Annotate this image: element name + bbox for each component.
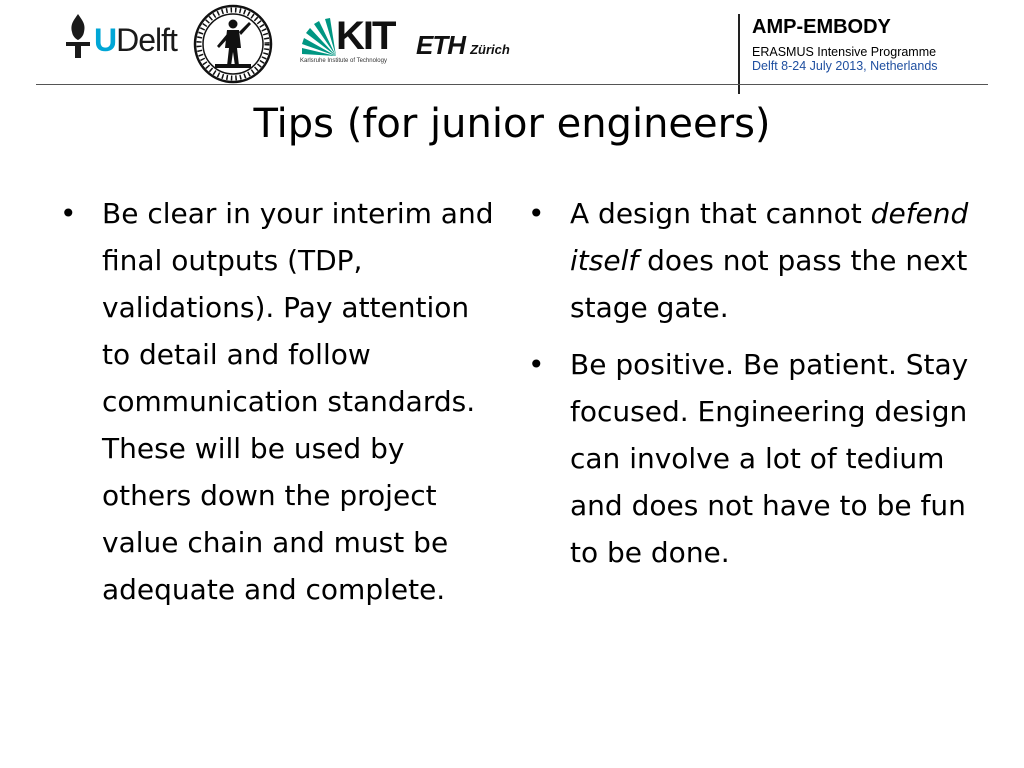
eth-wordmark: ETH xyxy=(416,30,465,60)
bullet-glyph: • xyxy=(60,197,77,230)
programme-location: Delft 8-24 July 2013, Netherlands xyxy=(752,59,938,74)
bullet-item xyxy=(528,341,978,576)
programme-title: AMP-EMBODY xyxy=(752,16,891,38)
left-bullet-list xyxy=(60,190,500,623)
tu-delft-u: U xyxy=(94,22,117,58)
bullet-text-before: A design that cannot xyxy=(570,197,871,230)
kit-wordmark: KIT xyxy=(336,14,395,58)
tu-delft-logo xyxy=(62,12,182,62)
bullet-text: Be clear in your interim and final outputs (TDP, validations). Pay attention to detail and follow communication standards. These will be used by others down the project value chain and must be adequate and complete. xyxy=(102,197,494,606)
bullet-text: Be positive. Be patient. Stay focused. Engineering design can involve a lot of tedium and does not have to be fun to be done. xyxy=(570,348,969,569)
right-bullet-list xyxy=(528,190,978,586)
bullet-text xyxy=(570,197,968,324)
bullet-text-after: does not pass the next stage gate. xyxy=(570,244,968,324)
bullet-glyph: • xyxy=(528,348,545,381)
kit-subtitle: Karlsruhe Institute of Technology xyxy=(300,58,387,64)
eth-zurich-logo xyxy=(416,30,536,60)
bullet-glyph: • xyxy=(528,197,545,230)
bullet-item xyxy=(60,190,500,613)
programme-subtitle: ERASMUS Intensive Programme xyxy=(752,45,937,59)
header-horizontal-divider xyxy=(36,84,988,85)
university-seal-icon xyxy=(193,4,273,84)
tu-delft-name: Delft xyxy=(116,22,177,58)
header-vertical-divider xyxy=(738,14,740,94)
bullet-item xyxy=(528,190,978,331)
eth-city: Zürich xyxy=(470,42,510,57)
slide-header xyxy=(0,0,1024,96)
bullet-emphasis: defend itself xyxy=(570,197,969,277)
tu-delft-wordmark xyxy=(94,24,177,56)
programme-info xyxy=(752,16,938,74)
kit-fan-icon xyxy=(300,18,338,58)
kit-logo xyxy=(300,16,400,70)
tu-delft-flame-icon xyxy=(64,12,92,58)
slide-title: Tips (for junior engineers) xyxy=(253,101,771,147)
